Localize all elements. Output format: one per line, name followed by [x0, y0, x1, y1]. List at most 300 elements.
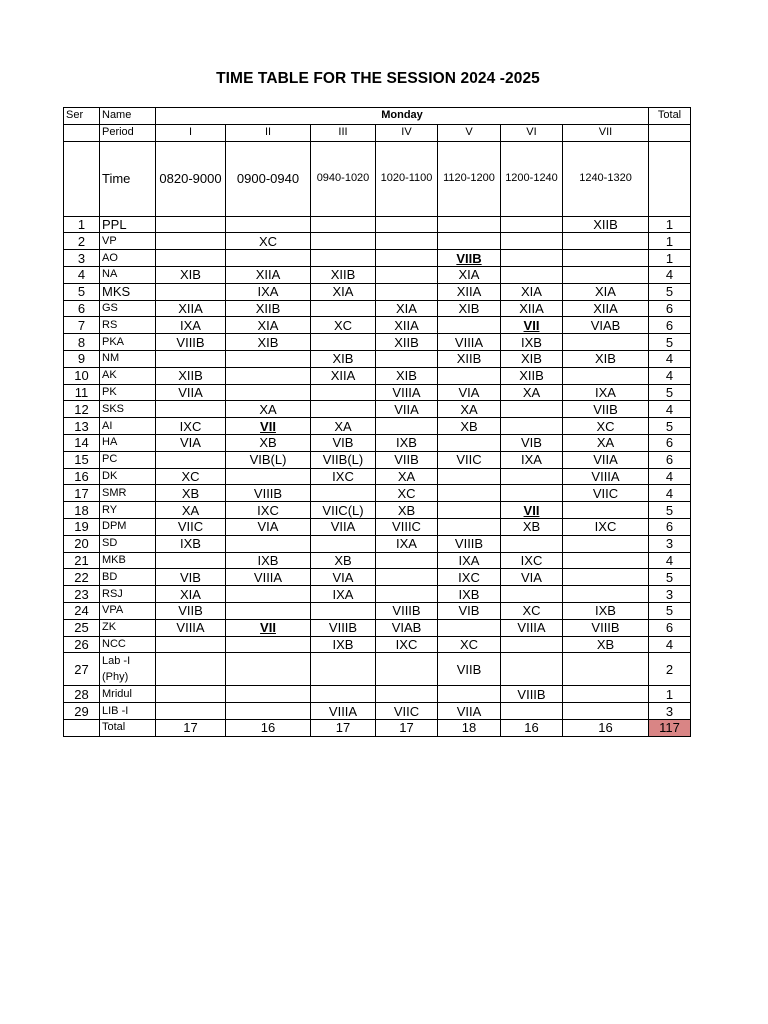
table-row: [64, 418, 691, 435]
ser-cell: 16: [64, 468, 100, 485]
ser-cell: 17: [64, 485, 100, 502]
period-cell: [311, 300, 376, 317]
period-cell: XIB: [563, 350, 649, 367]
period-cell: [501, 535, 563, 552]
name-cell: PK: [100, 384, 156, 401]
name-cell: DPM: [100, 518, 156, 535]
table-row: [64, 569, 691, 586]
row-total: 4: [649, 266, 691, 283]
name-cell: NCC: [100, 636, 156, 653]
period-cell: [438, 518, 501, 535]
name-cell: PPL: [100, 216, 156, 233]
grand-total: 117: [649, 719, 691, 736]
period-header: VII: [563, 124, 649, 141]
period-cell: XIA: [226, 317, 311, 334]
period-cell: [226, 216, 311, 233]
period-cell: [563, 233, 649, 250]
table-row: [64, 401, 691, 418]
period-cell: VIIIB: [226, 485, 311, 502]
ser-cell: 9: [64, 350, 100, 367]
period-cell: [311, 535, 376, 552]
period-cell: [438, 686, 501, 703]
total-empty: [649, 124, 691, 141]
name-cell: [100, 653, 156, 686]
table-row: [64, 703, 691, 720]
table-row: [64, 283, 691, 300]
table-row: [64, 636, 691, 653]
period-label: Period: [100, 124, 156, 141]
period-cell: [376, 418, 438, 435]
period-cell: [563, 367, 649, 384]
period-cell: [311, 485, 376, 502]
period-cell: [226, 703, 311, 720]
total-empty: [649, 141, 691, 216]
ser-empty: [64, 719, 100, 736]
name-cell: AK: [100, 367, 156, 384]
period-total: 18: [438, 719, 501, 736]
ser-header: Ser: [64, 108, 100, 125]
period-cell: IXB: [501, 334, 563, 351]
time-header: 1020-1100: [376, 141, 438, 216]
period-cell: [156, 401, 226, 418]
period-cell: VIIIA: [501, 619, 563, 636]
period-cell: [311, 384, 376, 401]
period-cell: VIAB: [376, 619, 438, 636]
row-total: 6: [649, 619, 691, 636]
period-cell: [563, 586, 649, 603]
period-total: 16: [226, 719, 311, 736]
period-cell: XIB: [311, 350, 376, 367]
period-cell: [311, 602, 376, 619]
period-total: 17: [156, 719, 226, 736]
ser-cell: 28: [64, 686, 100, 703]
ser-cell: 21: [64, 552, 100, 569]
period-cell: VIIC: [376, 703, 438, 720]
period-cell: XIIB: [156, 367, 226, 384]
ser-empty: [64, 124, 100, 141]
table-row: [64, 334, 691, 351]
period-cell: VIIA: [438, 703, 501, 720]
table-row: [64, 535, 691, 552]
row-total: 4: [649, 468, 691, 485]
period-cell: VIIA: [311, 518, 376, 535]
name-cell: HA: [100, 434, 156, 451]
period-cell: IXC: [563, 518, 649, 535]
time-header: 0940-1020: [311, 141, 376, 216]
period-cell: XIA: [563, 283, 649, 300]
name-cell: BD: [100, 569, 156, 586]
period-cell: XB: [376, 502, 438, 519]
period-cell: [226, 619, 311, 636]
period-cell: [226, 418, 311, 435]
period-cell: [311, 233, 376, 250]
period-cell: [376, 653, 438, 686]
period-cell: XA: [226, 401, 311, 418]
ser-cell: 10: [64, 367, 100, 384]
period-cell: [156, 451, 226, 468]
ser-cell: 4: [64, 266, 100, 283]
period-cell: VIB: [438, 602, 501, 619]
row-total: 6: [649, 434, 691, 451]
period-cell: VIIB(L): [311, 451, 376, 468]
period-cell: VIA: [438, 384, 501, 401]
period-cell: VIA: [501, 569, 563, 586]
period-cell: XIB: [226, 334, 311, 351]
table-row: [64, 266, 691, 283]
header-row-day: [64, 108, 691, 125]
period-cell: [376, 350, 438, 367]
period-cell: VIA: [156, 434, 226, 451]
ser-cell: 25: [64, 619, 100, 636]
period-cell: [311, 334, 376, 351]
period-cell: [563, 653, 649, 686]
row-total: 5: [649, 602, 691, 619]
ser-cell: 12: [64, 401, 100, 418]
table-row: [64, 502, 691, 519]
period-cell: XC: [438, 636, 501, 653]
name-cell: PC: [100, 451, 156, 468]
period-cell: [501, 418, 563, 435]
period-cell: VIIC: [156, 518, 226, 535]
period-cell: [438, 250, 501, 267]
period-cell: [226, 250, 311, 267]
timetable: [63, 107, 691, 737]
table-row: [64, 485, 691, 502]
ser-empty: [64, 141, 100, 216]
period-cell: VIIIB: [438, 535, 501, 552]
period-cell: XIIB: [438, 350, 501, 367]
period-cell: XIIB: [501, 367, 563, 384]
period-cell: [438, 317, 501, 334]
period-cell: XC: [376, 485, 438, 502]
period-cell: [156, 350, 226, 367]
period-cell: VIIC(L): [311, 502, 376, 519]
table-row: [64, 451, 691, 468]
ser-cell: 18: [64, 502, 100, 519]
table-row: [64, 619, 691, 636]
period-cell: [501, 401, 563, 418]
name-header: Name: [100, 108, 156, 125]
period-cell: XIIA: [311, 367, 376, 384]
period-cell: VIIIB: [563, 619, 649, 636]
period-cell: VIIC: [438, 451, 501, 468]
ser-cell: 24: [64, 602, 100, 619]
row-total: 5: [649, 418, 691, 435]
row-total: 5: [649, 384, 691, 401]
period-cell: [156, 653, 226, 686]
time-header: 1120-1200: [438, 141, 501, 216]
name-cell: Mridul: [100, 686, 156, 703]
ser-cell: 29: [64, 703, 100, 720]
period-cell: XA: [311, 418, 376, 435]
period-cell: [226, 686, 311, 703]
period-cell: IXB: [226, 552, 311, 569]
day-header: Monday: [156, 108, 649, 125]
period-cell: XIIA: [438, 283, 501, 300]
period-cell: VIIC: [563, 485, 649, 502]
period-cell: [438, 367, 501, 384]
row-total: 5: [649, 283, 691, 300]
class-emphasis: VII: [523, 317, 540, 333]
period-cell: XB: [226, 434, 311, 451]
name-cell: DK: [100, 468, 156, 485]
period-cell: IXA: [563, 384, 649, 401]
period-cell: [311, 401, 376, 418]
class-emphasis: VII: [523, 502, 540, 518]
period-cell: VIIIB: [311, 619, 376, 636]
name-cell: NM: [100, 350, 156, 367]
period-cell: XIA: [438, 266, 501, 283]
period-cell: [501, 250, 563, 267]
period-cell: [438, 468, 501, 485]
table-row: [64, 586, 691, 603]
period-total: 17: [311, 719, 376, 736]
row-total: 4: [649, 485, 691, 502]
period-cell: [563, 334, 649, 351]
period-cell: XB: [311, 552, 376, 569]
period-cell: VIB(L): [226, 451, 311, 468]
time-label: Time: [100, 141, 156, 216]
period-cell: IXC: [311, 468, 376, 485]
period-cell: [156, 250, 226, 267]
time-header: 0820-9000: [156, 141, 226, 216]
period-cell: VIIA: [376, 401, 438, 418]
row-total: 6: [649, 518, 691, 535]
name-line: (Phy): [102, 671, 129, 684]
period-cell: XIIB: [376, 334, 438, 351]
period-cell: [501, 216, 563, 233]
ser-cell: 8: [64, 334, 100, 351]
row-total: 4: [649, 636, 691, 653]
row-total: 1: [649, 216, 691, 233]
name-line: Lab -I: [102, 655, 131, 668]
period-header: II: [226, 124, 311, 141]
period-cell: [501, 468, 563, 485]
period-cell: [226, 535, 311, 552]
period-cell: IXA: [501, 451, 563, 468]
period-cell: [226, 602, 311, 619]
ser-cell: 6: [64, 300, 100, 317]
row-total: 3: [649, 703, 691, 720]
period-cell: IXB: [563, 602, 649, 619]
period-cell: [376, 586, 438, 603]
time-header: 1200-1240: [501, 141, 563, 216]
ser-cell: 7: [64, 317, 100, 334]
period-cell: [563, 686, 649, 703]
period-header: VI: [501, 124, 563, 141]
name-cell: MKS: [100, 283, 156, 300]
period-cell: XIIA: [501, 300, 563, 317]
period-cell: [226, 468, 311, 485]
period-cell: XIIB: [311, 266, 376, 283]
ser-cell: 26: [64, 636, 100, 653]
row-total: 4: [649, 350, 691, 367]
totals-row: [64, 719, 691, 736]
period-cell: [501, 485, 563, 502]
class-emphasis: VIIB: [456, 250, 482, 266]
period-cell: [156, 283, 226, 300]
period-cell: XA: [156, 502, 226, 519]
period-cell: VIIIA: [226, 569, 311, 586]
period-cell: [226, 384, 311, 401]
period-cell: [501, 636, 563, 653]
period-cell: [501, 703, 563, 720]
period-cell: VIIIB: [156, 334, 226, 351]
ser-cell: 11: [64, 384, 100, 401]
period-cell: [156, 686, 226, 703]
page-title: TIME TABLE FOR THE SESSION 2024 -2025: [216, 70, 540, 87]
name-cell: NA: [100, 266, 156, 283]
period-cell: XA: [438, 401, 501, 418]
period-cell: [376, 266, 438, 283]
period-cell: [226, 636, 311, 653]
period-cell: [501, 586, 563, 603]
period-cell: [156, 636, 226, 653]
name-cell: GS: [100, 300, 156, 317]
period-cell: VIB: [501, 434, 563, 451]
ser-cell: 5: [64, 283, 100, 300]
period-cell: XIB: [501, 350, 563, 367]
period-cell: IXC: [226, 502, 311, 519]
period-cell: XC: [501, 602, 563, 619]
period-cell: [376, 552, 438, 569]
period-cell: IXB: [376, 434, 438, 451]
period-cell: XB: [563, 636, 649, 653]
period-cell: XA: [563, 434, 649, 451]
table-row: [64, 686, 691, 703]
period-cell: IXB: [156, 535, 226, 552]
name-cell: SD: [100, 535, 156, 552]
period-total: 17: [376, 719, 438, 736]
row-total: 5: [649, 334, 691, 351]
table-row: [64, 233, 691, 250]
name-cell: SMR: [100, 485, 156, 502]
time-header: 1240-1320: [563, 141, 649, 216]
period-cell: [563, 703, 649, 720]
period-cell: VIA: [226, 518, 311, 535]
period-cell: [563, 552, 649, 569]
ser-cell: 2: [64, 233, 100, 250]
ser-cell: 13: [64, 418, 100, 435]
name-cell: MKB: [100, 552, 156, 569]
period-cell: XC: [563, 418, 649, 435]
row-total: 4: [649, 367, 691, 384]
header-row-period: [64, 124, 691, 141]
name-cell: SKS: [100, 401, 156, 418]
period-cell: VIIIA: [563, 468, 649, 485]
period-cell: [226, 586, 311, 603]
totals-label: Total: [100, 719, 156, 736]
period-cell: XC: [311, 317, 376, 334]
period-cell: XB: [156, 485, 226, 502]
period-cell: [376, 233, 438, 250]
row-total: 5: [649, 569, 691, 586]
period-cell: VIA: [311, 569, 376, 586]
period-cell: [438, 233, 501, 250]
name-cell: VP: [100, 233, 156, 250]
period-cell: XIB: [438, 300, 501, 317]
table-row: [64, 434, 691, 451]
row-total: 4: [649, 552, 691, 569]
name-cell: RSJ: [100, 586, 156, 603]
name-cell: RS: [100, 317, 156, 334]
table-row: [64, 300, 691, 317]
period-cell: [563, 266, 649, 283]
ser-cell: 23: [64, 586, 100, 603]
period-cell: VIIIA: [376, 384, 438, 401]
period-cell: VIAB: [563, 317, 649, 334]
ser-cell: 27: [64, 653, 100, 686]
period-cell: [501, 653, 563, 686]
period-cell: [501, 266, 563, 283]
period-cell: XIIB: [226, 300, 311, 317]
row-total: 1: [649, 250, 691, 267]
period-header: V: [438, 124, 501, 141]
period-cell: [376, 216, 438, 233]
period-cell: VIIA: [563, 451, 649, 468]
row-total: 3: [649, 535, 691, 552]
name-cell: LIB -I: [100, 703, 156, 720]
period-cell: [156, 552, 226, 569]
period-cell: [438, 485, 501, 502]
period-cell: IXA: [311, 586, 376, 603]
period-cell: IXB: [311, 636, 376, 653]
period-cell: [438, 619, 501, 636]
period-cell: XB: [501, 518, 563, 535]
row-total: 6: [649, 300, 691, 317]
period-cell: [376, 283, 438, 300]
period-cell: [376, 686, 438, 703]
row-total: 6: [649, 317, 691, 334]
period-cell: VIIIB: [376, 602, 438, 619]
period-cell: IXC: [501, 552, 563, 569]
period-cell: VIIA: [156, 384, 226, 401]
period-cell: [156, 216, 226, 233]
period-cell: XC: [226, 233, 311, 250]
period-cell: VIIB: [563, 401, 649, 418]
table-row: [64, 250, 691, 267]
row-total: 5: [649, 502, 691, 519]
period-cell: VIB: [311, 434, 376, 451]
period-cell: IXA: [438, 552, 501, 569]
period-cell: [376, 250, 438, 267]
period-cell: [438, 502, 501, 519]
period-cell: IXC: [156, 418, 226, 435]
time-header: 0900-0940: [226, 141, 311, 216]
name-cell: AI: [100, 418, 156, 435]
period-cell: XC: [156, 468, 226, 485]
row-total: 1: [649, 686, 691, 703]
period-cell: [563, 250, 649, 267]
period-cell: XIIA: [376, 317, 438, 334]
period-cell: XIA: [156, 586, 226, 603]
period-cell: [376, 569, 438, 586]
table-row: [64, 216, 691, 233]
table-row: [64, 317, 691, 334]
period-cell: VIIB: [438, 653, 501, 686]
period-cell: XIIB: [563, 216, 649, 233]
period-cell: [156, 233, 226, 250]
table-row: [64, 350, 691, 367]
period-cell: XIIA: [226, 266, 311, 283]
table-row: [64, 367, 691, 384]
period-header: I: [156, 124, 226, 141]
period-cell: [501, 233, 563, 250]
class-emphasis: VII: [260, 418, 276, 434]
table-row: [64, 518, 691, 535]
period-cell: VIIIB: [501, 686, 563, 703]
period-header: III: [311, 124, 376, 141]
